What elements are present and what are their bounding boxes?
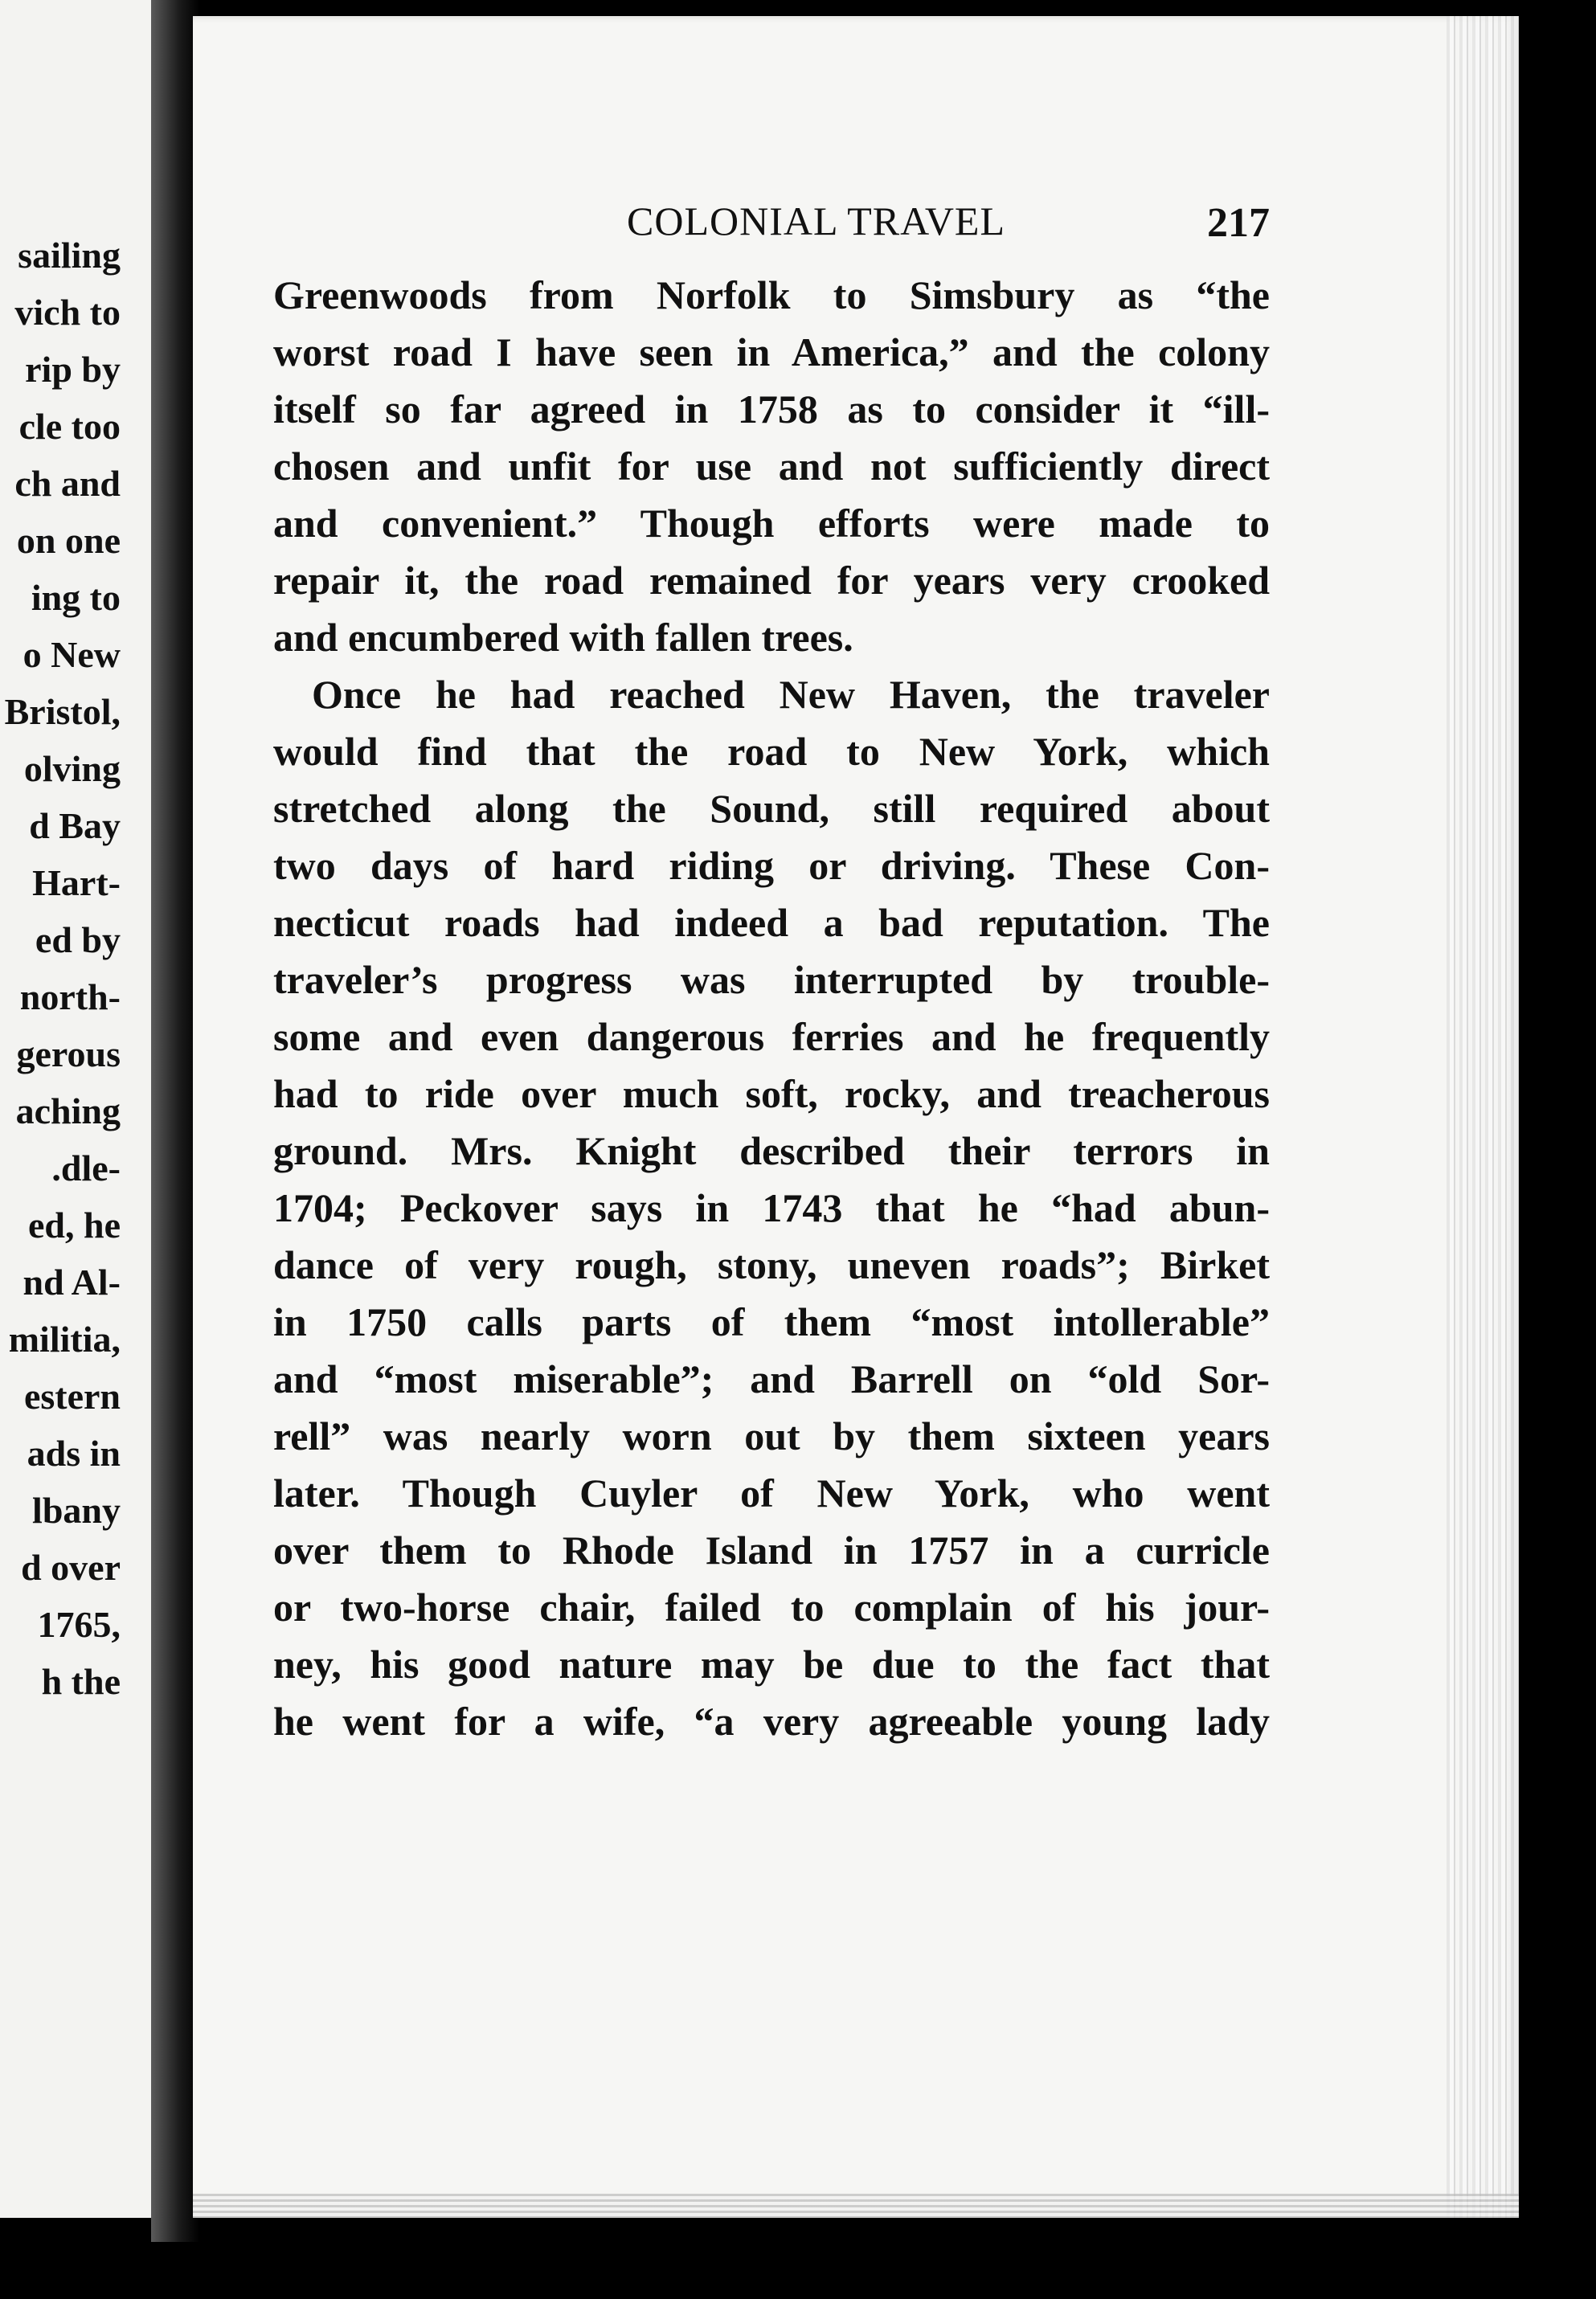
left-fragment-line: h the: [41, 1661, 121, 1702]
text-line: some and even dangerous ferries and he frequently: [273, 1014, 1270, 1059]
text-line: and convenient.” Though efforts were made to: [273, 501, 1270, 546]
left-fragment-line: ch and: [14, 463, 121, 504]
text-line: ground. Mrs. Knight described their terrors in: [273, 1128, 1270, 1173]
left-page-text-fragments: [5, 227, 121, 1710]
left-fragment-line: lbany: [32, 1490, 121, 1531]
bottom-page-edge: [193, 2194, 1519, 2218]
left-fragment-line: d over: [21, 1547, 121, 1588]
text-line: over them to Rhode Island in 1757 in a curricle: [273, 1528, 1270, 1573]
text-line: worst road I have seen in America,” and the colony: [273, 329, 1270, 374]
left-fragment-line: 1765,: [37, 1604, 121, 1645]
body-text: [273, 267, 1270, 1750]
text-line: Once he had reached New Haven, the traveler: [312, 672, 1270, 717]
text-line: ney, his good nature may be due to the fact that: [273, 1642, 1270, 1687]
page-number: 217: [1207, 200, 1270, 246]
left-fragment-line: sailing: [18, 235, 121, 276]
left-fragment-line: o New: [23, 634, 121, 675]
left-fragment-line: cle too: [18, 406, 121, 447]
text-line: repair it, the road remained for years very crooked: [273, 558, 1270, 603]
left-fragment-line: on one: [16, 520, 121, 561]
running-head: COLONIAL TRAVEL: [627, 198, 1006, 243]
left-page: [0, 0, 161, 2218]
text-line: two days of hard riding or driving. These Con-: [273, 843, 1270, 888]
left-fragment-line: north-: [19, 976, 121, 1017]
text-line: rell” was nearly worn out by them sixteen years: [273, 1413, 1270, 1458]
text-line: later. Though Cuyler of New York, who went: [273, 1471, 1270, 1516]
left-fragment-line: estern: [23, 1376, 121, 1417]
page-header: [273, 198, 1270, 262]
left-fragment-line: ing to: [31, 577, 121, 618]
text-line: had to ride over much soft, rocky, and treacherous: [273, 1071, 1270, 1116]
left-fragment-line: olving: [23, 748, 121, 789]
left-fragment-line: Hart-: [32, 862, 121, 903]
text-line: he went for a wife, “a very agreeable young lady: [273, 1699, 1270, 1744]
text-line: would find that the road to New York, which: [273, 729, 1270, 774]
left-fragment-line: vich to: [14, 292, 121, 333]
text-line: necticut roads had indeed a bad reputation. The: [273, 900, 1270, 945]
text-line: stretched along the Sound, still required about: [273, 786, 1270, 831]
text-line: itself so far agreed in 1758 as to consider it “ill-: [273, 387, 1270, 432]
text-line: in 1750 calls parts of them “most intollerable”: [273, 1299, 1270, 1344]
text-line: traveler’s progress was interrupted by trouble-: [273, 957, 1270, 1002]
text-line: dance of very rough, stony, uneven roads”; Birket: [273, 1242, 1270, 1287]
text-line: or two-horse chair, failed to complain of his jour-: [273, 1585, 1270, 1630]
left-fragment-line: d Bay: [29, 805, 121, 846]
text-line: 1704; Peckover says in 1743 that he “had abun-: [273, 1185, 1270, 1230]
left-fragment-line: ads in: [27, 1433, 121, 1474]
right-page: [193, 16, 1519, 2218]
left-fragment-line: gerous: [16, 1033, 121, 1074]
left-fragment-line: militia,: [8, 1319, 121, 1360]
left-fragment-line: .dle-: [51, 1147, 121, 1188]
left-fragment-line: ed by: [35, 919, 121, 960]
page-edge-shading: [1447, 16, 1519, 2218]
text-line: and “most miserable”; and Barrell on “old Sor-: [273, 1356, 1270, 1401]
text-line: Greenwoods from Norfolk to Simsbury as “the: [273, 272, 1270, 317]
left-fragment-line: aching: [15, 1090, 121, 1131]
left-fragment-line: nd Al-: [23, 1262, 121, 1303]
text-line: and encumbered with fallen trees.: [273, 615, 853, 660]
left-fragment-line: ed, he: [28, 1205, 121, 1246]
left-fragment-line: Bristol,: [4, 691, 121, 732]
book-gutter: [151, 0, 199, 2242]
text-line: chosen and unfit for use and not sufficiently direct: [273, 444, 1270, 489]
left-fragment-line: rip by: [25, 349, 121, 390]
